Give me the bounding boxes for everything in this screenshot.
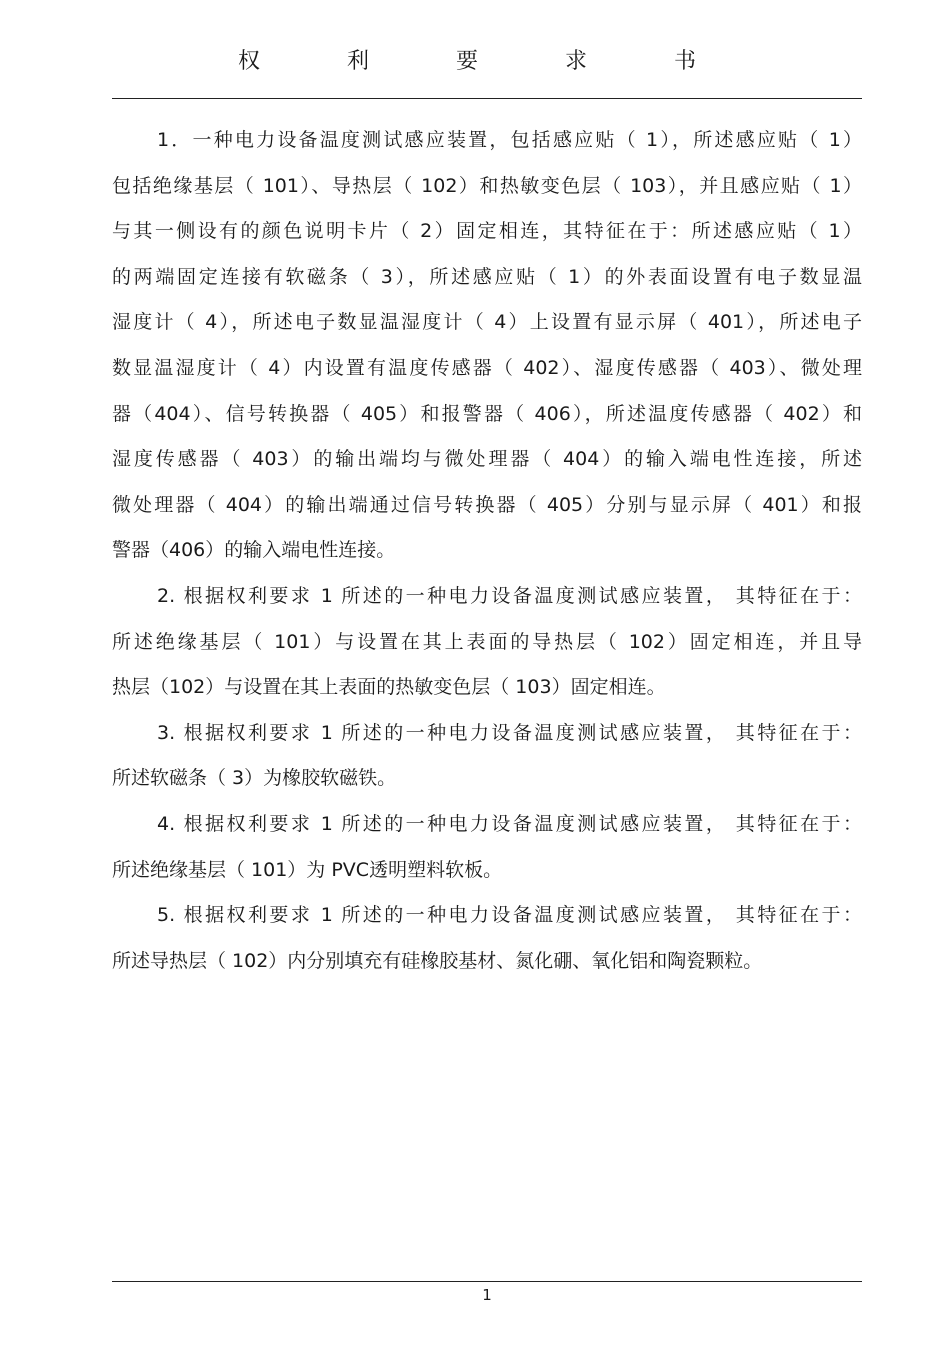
claim-line: 所述软磁条（ 3）为橡胶软磁铁。: [112, 767, 397, 790]
claim-line: 1．一种电力设备温度测试感应装置，包括感应贴（ 1），所述感应贴（ 1）: [157, 129, 862, 151]
claims-body: [112, 118, 862, 984]
claim-line: 包括绝缘基层（ 101）、导热层（ 102）和热敏变色层（ 103），并且感应贴（ 1）: [112, 174, 862, 197]
claim-line: 湿度传感器（ 403）的输出端均与微处理器（ 404）的输入端电性连接，所述: [112, 448, 862, 471]
claim-line: 数显温湿度计（ 4）内设置有温度传感器（ 402）、湿度传感器（ 403）、微处理: [112, 356, 862, 379]
claim-4: [112, 802, 862, 893]
claim-line: 与其一侧设有的颜色说明卡片（ 2）固定相连，其特征在于：所述感应贴（ 1）: [112, 220, 862, 243]
footer-divider: [112, 1281, 862, 1282]
page-title: 权 利 要 求 书: [238, 49, 736, 74]
claim-line: 热层（102）与设置在其上表面的热敏变色层（ 103）固定相连。: [112, 676, 666, 699]
claim-line: 湿度计（ 4），所述电子数显温湿度计（ 4）上设置有显示屏（ 401），所述电子: [112, 311, 862, 334]
claim-5: [112, 893, 862, 984]
page-number: 1: [482, 1286, 492, 1304]
header-divider: [112, 98, 862, 99]
claim-line: 微处理器（ 404）的输出端通过信号转换器（ 405）分别与显示屏（ 401）和报: [112, 493, 862, 516]
claim-line: 所述导热层（ 102）内分别填充有硅橡胶基材、氮化硼、氧化铝和陶瓷颗粒。: [112, 949, 763, 972]
claim-line: 4. 根据权利要求 1 所述的一种电力设备温度测试感应装置， 其特征在于：: [157, 812, 862, 835]
claim-2: [112, 574, 862, 711]
claim-1: [112, 118, 862, 574]
claim-line: 2. 根据权利要求 1 所述的一种电力设备温度测试感应装置， 其特征在于：: [157, 584, 862, 607]
claim-line: 3. 根据权利要求 1 所述的一种电力设备温度测试感应装置， 其特征在于：: [157, 721, 862, 744]
claim-line: 警器（406）的输入端电性连接。: [112, 539, 396, 562]
claim-3: [112, 711, 862, 802]
claim-line: 所述绝缘基层（ 101）与设置在其上表面的导热层（ 102）固定相连，并且导: [112, 630, 862, 653]
claim-line: 5. 根据权利要求 1 所述的一种电力设备温度测试感应装置， 其特征在于：: [157, 904, 862, 927]
claim-line: 所述绝缘基层（ 101）为 PVC透明塑料软板。: [112, 858, 503, 881]
claim-line: 的两端固定连接有软磁条（ 3），所述感应贴（ 1）的外表面设置有电子数显温: [112, 265, 862, 288]
claim-line: 器（404）、信号转换器（ 405）和报警器（ 406），所述温度传感器（ 402）和: [112, 402, 862, 425]
